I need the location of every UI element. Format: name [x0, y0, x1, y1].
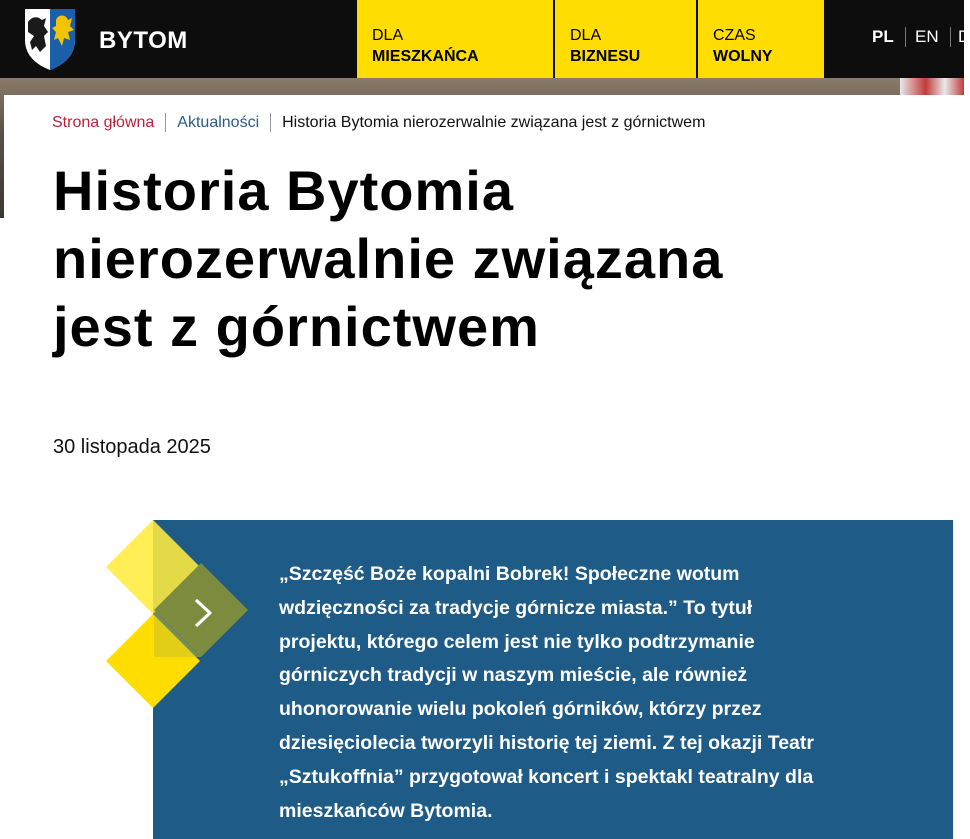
bytom-coat-of-arms-icon[interactable]	[22, 6, 78, 72]
lead-line: wdzięczności za tradycje górnicze miasta.” To tytuł	[279, 596, 753, 619]
breadcrumb-current-page: Historia Bytomia nierozerwalnie związana jest z górnictwem	[282, 114, 706, 131]
language-pl-link[interactable]: PL	[872, 27, 894, 46]
page-title	[53, 157, 953, 361]
site-brand-name[interactable]: BYTOM	[99, 27, 188, 54]
article-lead-text	[279, 558, 919, 828]
nav-for-business[interactable]	[555, 0, 696, 78]
title-line: nierozerwalnie związana	[53, 227, 724, 290]
breadcrumb-divider	[270, 113, 271, 132]
lead-line: dziesięciolecia tworzyli historię tej ziemi. Z tej okazji Teatr	[279, 731, 814, 754]
lead-line: górniczych tradycji w naszym mieście, ale również	[279, 664, 748, 687]
top-navigation-bar	[0, 0, 970, 78]
lead-line: „Sztukoffnia” przygotował koncert i spektakl teatralny dla	[279, 765, 814, 788]
decorative-diamonds-graphic	[106, 520, 248, 710]
nav-label-line1: DLA	[570, 27, 602, 44]
language-de-link[interactable]: D	[958, 27, 970, 46]
publication-date: 30 listopada 2025	[53, 436, 211, 458]
breadcrumb	[52, 113, 705, 133]
breadcrumb-news-link[interactable]: Aktualności	[177, 114, 260, 131]
language-divider	[905, 27, 906, 47]
nav-for-residents[interactable]	[357, 0, 553, 78]
lead-line: projektu, którego celem jest nie tylko podtrzymanie	[279, 630, 755, 653]
nav-label-line1: CZAS	[713, 27, 756, 44]
nav-free-time[interactable]	[698, 0, 824, 78]
title-line: Historia Bytomia	[53, 159, 514, 222]
chevron-right-icon	[186, 596, 220, 630]
nav-label-line2: WOLNY	[713, 48, 773, 65]
language-en-link[interactable]: EN	[915, 27, 939, 46]
lead-line: uhonorowanie wielu pokoleń górników, którzy przez	[279, 698, 762, 721]
nav-label-line1: DLA	[372, 27, 404, 44]
nav-label-line2: MIESZKAŃCA	[372, 48, 479, 65]
breadcrumb-divider	[165, 113, 166, 132]
title-line: jest z górnictwem	[53, 295, 540, 358]
language-divider	[950, 27, 951, 47]
nav-label-line2: BIZNESU	[570, 48, 641, 65]
lead-line: „Szczęść Boże kopalni Bobrek! Społeczne wotum	[279, 563, 740, 585]
lead-line: mieszkańców Bytomia.	[279, 799, 493, 822]
breadcrumb-home-link[interactable]: Strona główna	[52, 114, 155, 131]
